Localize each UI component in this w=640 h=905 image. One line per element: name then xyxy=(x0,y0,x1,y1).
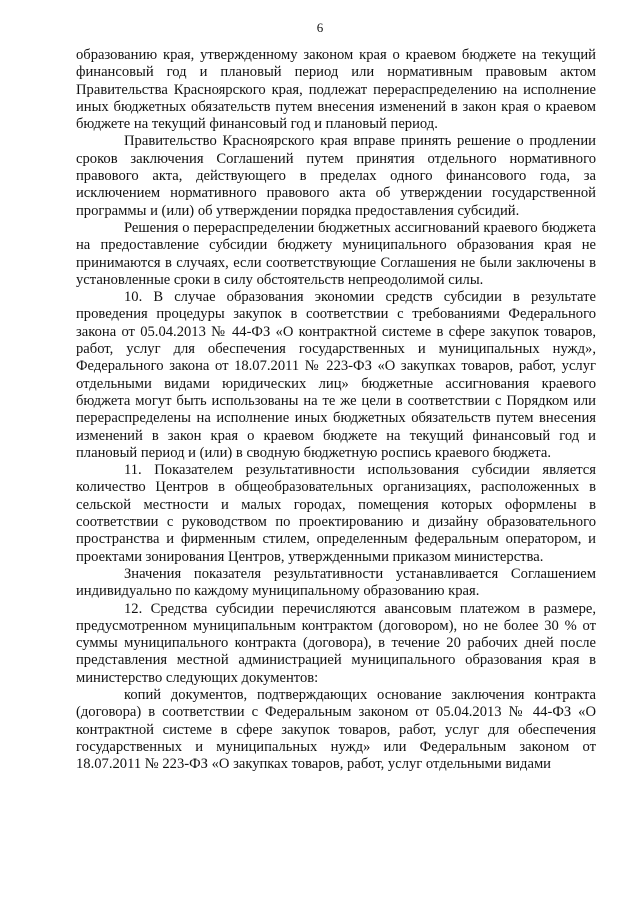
page-number: 6 xyxy=(316,20,324,35)
paragraph-item-12: 12. Средства субсидии перечисляются авансовым платежом в размере, предусмотренном муниципальным контрактом (договором), но не более 30 % от суммы муниципального контракта (договора), в течение 20 рабочих дней после представления местной администрацией муниципального образования края в министерство следующих документов: xyxy=(76,600,596,686)
paragraph-indicator-values: Значения показателя результативности устанавливается Соглашением индивидуально по каждому муниципальному образованию края. xyxy=(76,565,596,600)
paragraph-item-11: 11. Показателем результативности использования субсидии является количество Центров в общеобразовательных организациях, расположенных в сельской местности и малых городах, помещения которых оформлены в соответствии с руководством по проектированию и дизайну образовательного пространства и фирменным стилем, определенным федеральным оператором, и проектами зонирования Центров, утвержденными приказом министерства. xyxy=(76,462,596,565)
paragraph-document-copies: копий документов, подтверждающих основание заключения контракта (договора) в соответствии с Федеральным законом от 05.04.2013 № 44-ФЗ «О контрактной системе в сфере закупок товаров, работ, услуг для обеспечения государственных и муниципальных нужд» или Федеральным законом от 18.07.2011 № 223-ФЗ «О закупках товаров, работ, услуг отдельными видами xyxy=(76,686,596,773)
paragraph-extension-decision: Правительство Красноярского края вправе принять решение о продлении сроков заключения Соглашений путем принятия отдельного нормативного правового акта, действующего в пределах одного финансового года, за исключением нормативного правового акта об утверждении государственной программы и (или) об утверждении порядка предоставления субсидий. xyxy=(76,133,596,219)
paragraph-item-10: 10. В случае образования экономии средств субсидии в результате проведения процедуры закупок в соответствии с требованиями Федерального закона от 05.04.2013 № 44-ФЗ «О контрактной системе в сфере закупок товаров, работ, услуг для обеспечения государственных и муниципальных нужд», Федерального закона от 18.07.2011 № 223-ФЗ «О закупках товаров, работ, услуг отдельными видами юридических лиц» бюджетные ассигнования краевого бюджета могут быть использованы на те же цели в соответствии с Порядком или перераспределены на исполнение иных бюджетных обязательств путем внесения изменений в закон края о краевом бюджете на текущий финансовый год и плановый период и (или) в сводную бюджетную роспись краевого бюджета. xyxy=(76,289,596,461)
paragraph-continuation: образованию края, утвержденному законом края о краевом бюджете на текущий финансовый год и плановый период или нормативным правовым актом Правительства Красноярского края, подлежат перераспределению на исполнение иных бюджетных обязательств путем внесения изменений в закон края о краевом бюджете на текущий финансовый год и плановый период. xyxy=(76,47,596,133)
document-body xyxy=(76,47,596,773)
paragraph-reallocation-decisions: Решения о перераспределении бюджетных ассигнований краевого бюджета на предоставление субсидии бюджету муниципального образования края не принимаются в случаях, если соответствующие Соглашения не были заключены в установленные сроки в силу обстоятельств непреодолимой силы. xyxy=(76,219,596,288)
